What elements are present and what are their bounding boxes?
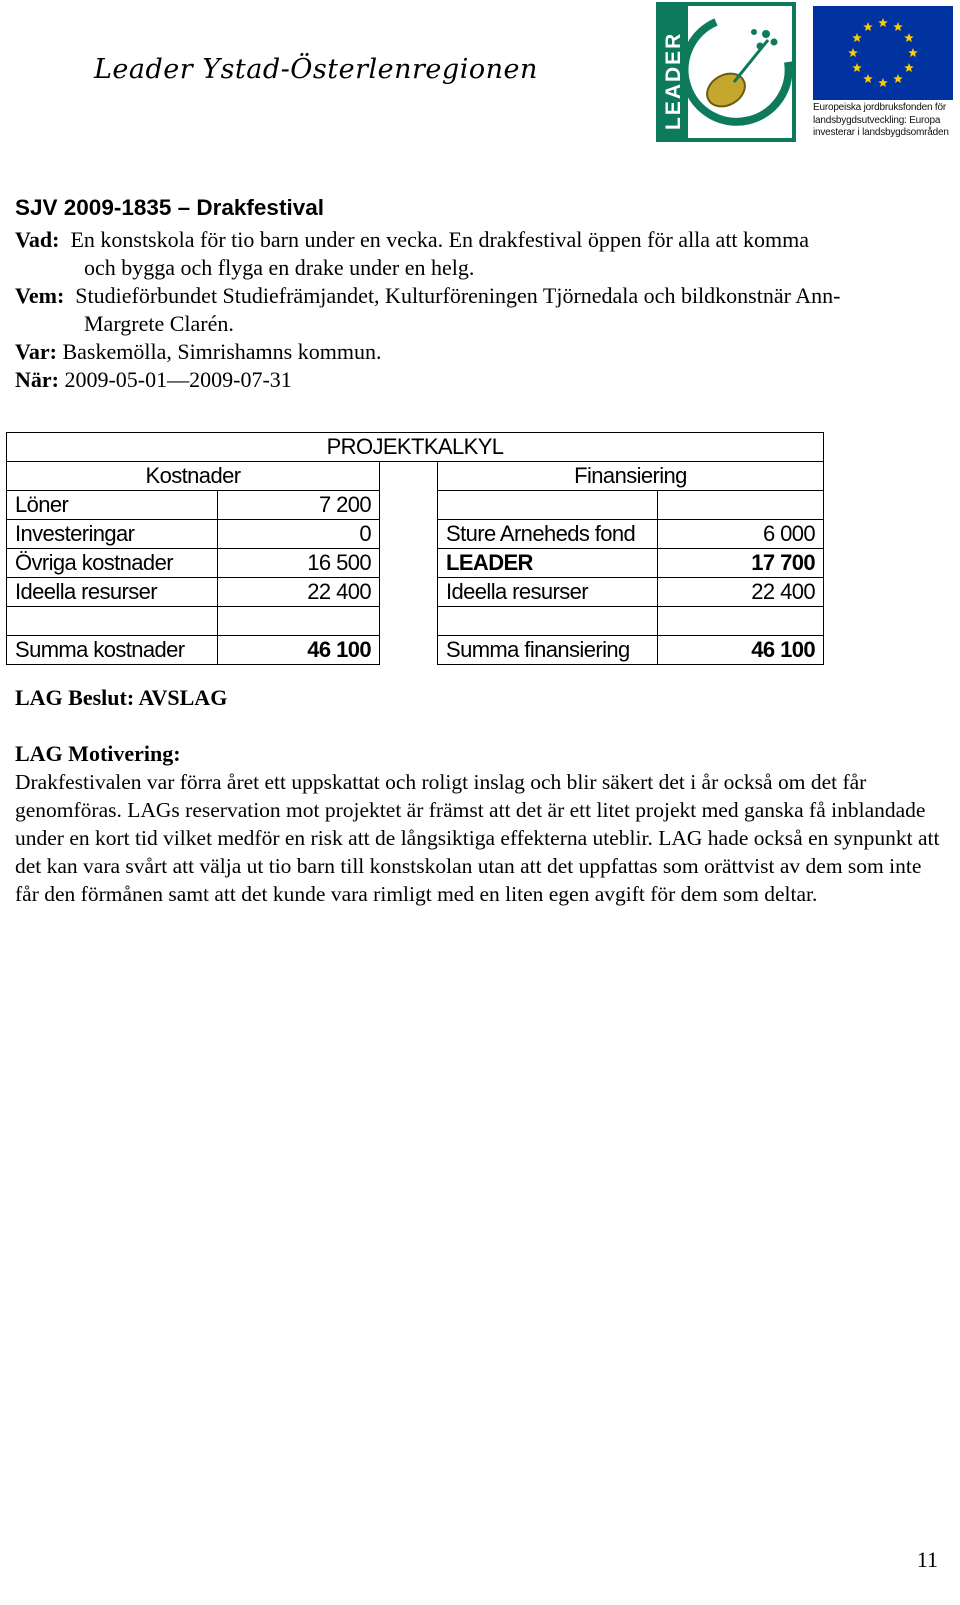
table-gap bbox=[380, 636, 438, 665]
table-row bbox=[7, 491, 824, 520]
finansiering-label bbox=[438, 607, 658, 636]
finansiering-value: 6 000 bbox=[658, 520, 824, 549]
kostnad-label: Övriga kostnader bbox=[7, 549, 218, 578]
vad-value: En konstskola för tio barn under en vecka. En drakfestival öppen för alla att komma bbox=[70, 227, 810, 252]
finansiering-label bbox=[438, 491, 658, 520]
var-value: Baskemölla, Simrishamns kommun. bbox=[62, 339, 382, 364]
table-row bbox=[7, 636, 824, 665]
kostnader-header: Kostnader bbox=[7, 462, 380, 491]
finansiering-label: LEADER bbox=[438, 549, 658, 578]
vem-line-2: Margrete Clarén. bbox=[84, 311, 234, 336]
nar-value: 2009-05-01—2009-07-31 bbox=[64, 367, 292, 392]
nar-line bbox=[15, 366, 292, 394]
finansiering-value: 17 700 bbox=[658, 549, 824, 578]
vad-line-2: och bygga och flyga en drake under en helg. bbox=[84, 255, 475, 280]
table-gap bbox=[380, 491, 438, 520]
var-label: Var: bbox=[15, 339, 57, 364]
nar-label: När: bbox=[15, 367, 59, 392]
table-gap bbox=[380, 462, 438, 491]
summa-kostnader-value: 46 100 bbox=[218, 636, 380, 665]
vem-value: Studieförbundet Studiefrämjandet, Kulturföreningen Tjörnedala och bildkonstnär Ann- bbox=[75, 283, 841, 308]
vem-line-1 bbox=[15, 282, 840, 310]
finansiering-value bbox=[658, 491, 824, 520]
table-row bbox=[7, 549, 824, 578]
leader-logo bbox=[656, 2, 796, 142]
eu-caption bbox=[813, 102, 958, 140]
eu-flag-icon bbox=[813, 6, 953, 100]
table-gap bbox=[380, 607, 438, 636]
finansiering-value: 22 400 bbox=[658, 578, 824, 607]
kostnad-label bbox=[7, 607, 218, 636]
summa-finansiering-label: Summa finansiering bbox=[438, 636, 658, 665]
finansiering-label: Sture Arneheds fond bbox=[438, 520, 658, 549]
kostnad-label: Investeringar bbox=[7, 520, 218, 549]
kostnad-label: Löner bbox=[7, 491, 218, 520]
leader-logo-text: LEADER bbox=[662, 31, 685, 130]
lag-beslut: LAG Beslut: AVSLAG bbox=[15, 685, 228, 710]
page-header-title: Leader Ystad-Österlenregionen bbox=[94, 54, 538, 85]
kostnad-value: 16 500 bbox=[218, 549, 380, 578]
table-gap bbox=[380, 549, 438, 578]
table-gap bbox=[380, 520, 438, 549]
eu-caption-line: investerar i landsbygdsområden bbox=[813, 127, 949, 138]
table-row bbox=[7, 607, 824, 636]
project-title: SJV 2009-1835 – Drakfestival bbox=[15, 195, 324, 220]
table-row bbox=[7, 578, 824, 607]
table-gap bbox=[380, 578, 438, 607]
eu-caption-line: Europeiska jordbruksfonden för bbox=[813, 102, 946, 113]
summa-finansiering-value: 46 100 bbox=[658, 636, 824, 665]
kostnad-label: Ideella resurser bbox=[7, 578, 218, 607]
vad-label: Vad: bbox=[15, 227, 60, 252]
finansiering-header: Finansiering bbox=[438, 462, 824, 491]
projektkalkyl-table bbox=[6, 432, 824, 665]
kostnad-value: 0 bbox=[218, 520, 380, 549]
var-line bbox=[15, 338, 381, 366]
finansiering-value bbox=[658, 607, 824, 636]
eu-caption-line: landsbygdsutveckling: Europa bbox=[813, 114, 941, 126]
eu-logo bbox=[813, 6, 953, 138]
kalkyl-title: PROJEKTKALKYL bbox=[7, 433, 824, 462]
summa-kostnader-label: Summa kostnader bbox=[7, 636, 218, 665]
page-number: 11 bbox=[916, 1547, 938, 1572]
kostnad-value bbox=[218, 607, 380, 636]
lag-motivering-label: LAG Motivering: bbox=[15, 741, 181, 766]
finansiering-label: Ideella resurser bbox=[438, 578, 658, 607]
kostnad-value: 7 200 bbox=[218, 491, 380, 520]
kostnad-value: 22 400 bbox=[218, 578, 380, 607]
lag-motivering-text: Drakfestivalen var förra året ett uppskattat och roligt inslag och blir säkert det i år också om det får genomföras. LAGs reservation mot projektet är främst att det är ett litet projekt med ganska få inblandade under en kort tid vilket medför en risk att de långsiktiga effekterna uteblir. LAG hade också en synpunkt att det kan vara svårt att välja ut tio barn till konstskolan utan att det uppfattas som orättvist av dem som inte får den förmånen samt att det kunde vara rimligt med en liten egen avgift för dem som deltar. bbox=[15, 770, 940, 906]
vem-label: Vem: bbox=[15, 283, 65, 308]
table-row bbox=[7, 520, 824, 549]
vad-line-1 bbox=[15, 226, 809, 254]
